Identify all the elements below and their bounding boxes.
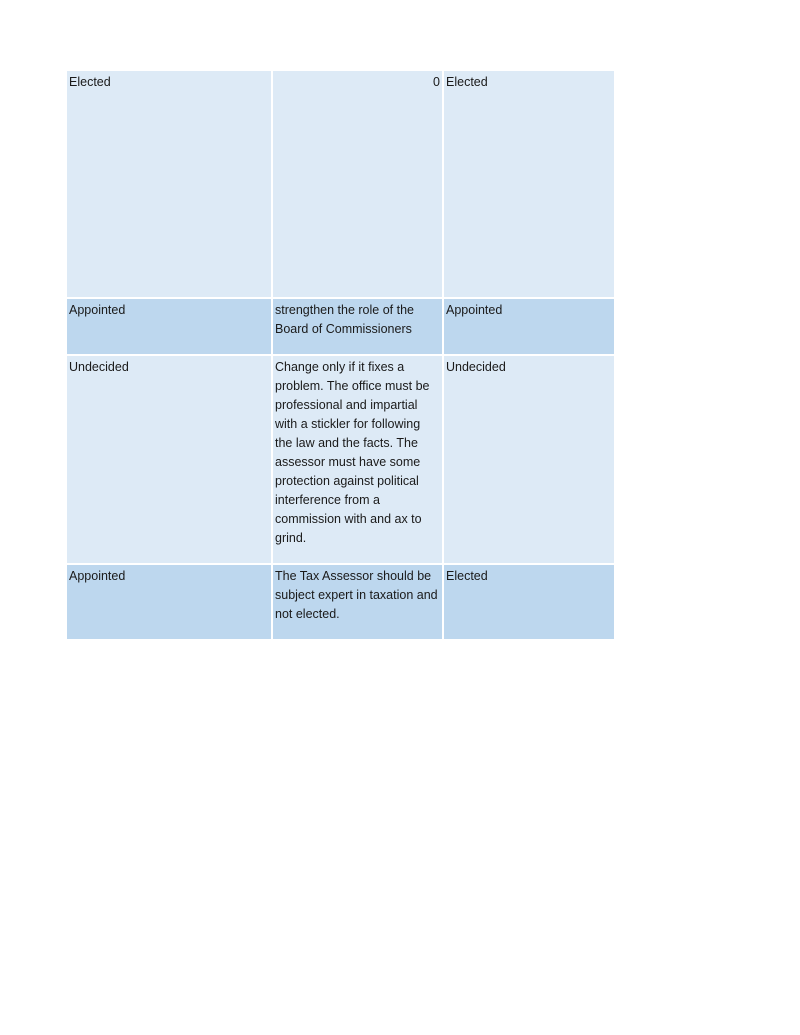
table-row (67, 565, 614, 639)
position-cell: Appointed (67, 299, 273, 356)
comment-cell: The Tax Assessor should be subject expert in taxation and not elected. (273, 565, 444, 639)
table-row (67, 299, 614, 356)
table-row (67, 71, 614, 299)
table-row (67, 356, 614, 565)
position-cell: Elected (67, 71, 273, 299)
survey-response-table (67, 71, 614, 639)
position-cell: Undecided (67, 356, 273, 565)
position-cell: Appointed (67, 565, 273, 639)
comment-cell: strengthen the role of the Board of Commissioners (273, 299, 444, 356)
preference-cell: Elected (444, 565, 614, 639)
preference-cell: Appointed (444, 299, 614, 356)
comment-cell: 0 (273, 71, 444, 299)
comment-cell: Change only if it fixes a problem. The office must be professional and impartial with a stickler for following the law and the facts. The assessor must have some protection against political interference from a commission with and ax to grind. (273, 356, 444, 565)
preference-cell: Undecided (444, 356, 614, 565)
preference-cell: Elected (444, 71, 614, 299)
